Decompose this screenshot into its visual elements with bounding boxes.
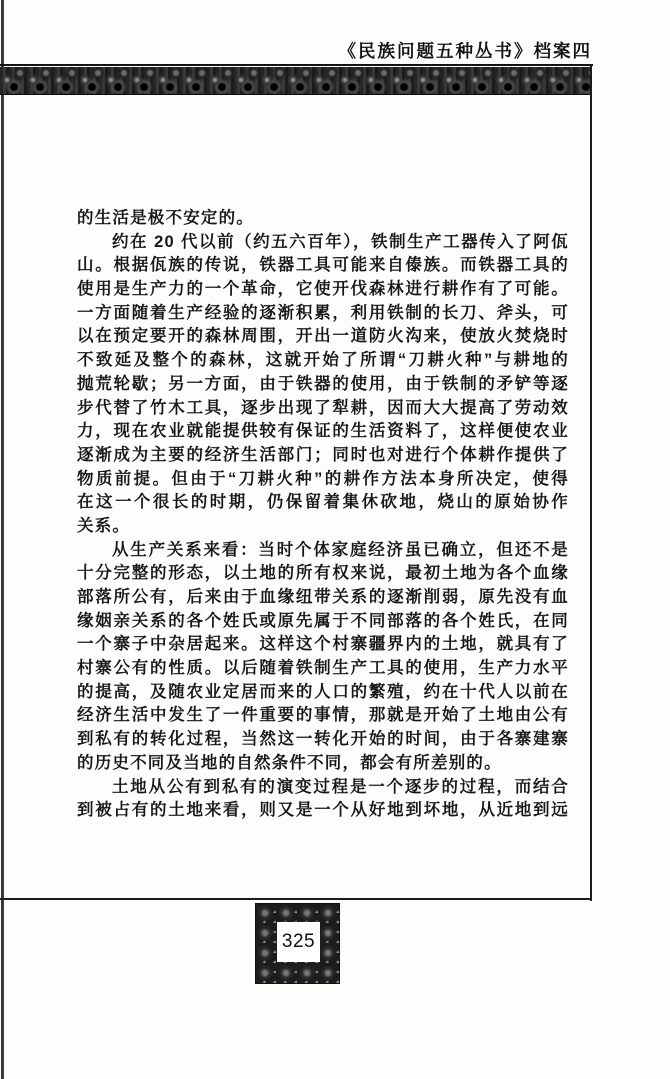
- text-line: 关系。: [77, 516, 131, 535]
- text-line: 山。根据佤族的传说，铁器工具可能来自傣族。而铁器工具的: [77, 256, 569, 275]
- text-line: 逐渐成为主要的经济生活部门；同时也对进行个体耕作提供了: [77, 445, 569, 464]
- text-line: 步代替了竹木工具，逐步出现了犁耕，因而大大提高了劳动效: [77, 398, 569, 417]
- frame-right-border: [590, 64, 592, 901]
- scan-edge-shadow: [1, 0, 4, 1079]
- text-line: 部落所公有，后来由于血缘纽带关系的逐渐削弱，原先没有血: [77, 588, 569, 606]
- text-line: 经济生活中发生了一件重要的事情，那就是开始了土地由公有: [77, 706, 569, 725]
- text-line: 抛荒轮歇；另一方面，由于铁器的使用，由于铁制的矛铲等逐: [77, 374, 569, 393]
- text-line: 到被占有的土地来看，则又是一个从好地到坏地，从近地到远: [77, 801, 569, 820]
- text-line: 使用是生产力的一个革命，它使开伐森林进行耕作有了可能。: [77, 280, 569, 299]
- text-line: 的历史不同及当地的自然条件不同，都会有所差别的。: [77, 753, 502, 772]
- page-number-box: [277, 922, 320, 962]
- text-line: 一个寨子中杂居起来。这样这个村寨疆界内的土地，就具有了: [77, 635, 569, 654]
- text-line: 约在 20 代以前（约五六百年），铁制生产工器传入了阿佤: [112, 232, 569, 251]
- ornamental-band: [0, 67, 591, 95]
- text-line: 以在预定要开的森林周围，开出一道防火沟来，使放火焚烧时: [77, 327, 569, 346]
- text-line: 物质前提。但由于“刀耕火种”的耕作方法本身所决定，使得: [77, 469, 569, 488]
- text-line: 到私有的转化过程，当然这一转化开始的时间，由于各寨建寨: [77, 730, 569, 749]
- text-line: 土地从公有到私有的演变过程是一个逐步的过程，而结合: [112, 777, 569, 796]
- text-line: 的生活是极不安定的。: [77, 209, 254, 227]
- page-number: 325: [281, 931, 316, 952]
- frame-top-rule: [0, 64, 593, 66]
- frame-bottom-border: [0, 898, 592, 900]
- text-line: 十分完整的形态，以土地的所有权来说，最初土地为各个血缘: [77, 564, 569, 583]
- text-line: 不致延及整个的森林，这就开始了所谓“刀耕火种”与耕地的: [77, 351, 569, 370]
- body-text: [77, 207, 569, 823]
- text-line: 缘姻亲关系的各个姓氏或原先属于不同部落的各个姓氏，在同: [77, 611, 569, 630]
- text-line: 从生产关系来看：当时个体家庭经济虽已确立，但还不是: [112, 540, 569, 559]
- text-line: 的提高，及随农业定居而来的人口的繁殖，约在十代人以前在: [77, 682, 569, 701]
- text-line: 村寨公有的性质。以后随着铁制生产工具的使用，生产力水平: [77, 659, 569, 678]
- running-head: 《民族问题五种丛书》档案四: [338, 41, 592, 61]
- text-line: 在这一个很长的时期，仍保留着集休砍地，烧山的原始协作: [77, 493, 569, 512]
- text-line: 力，现在农业就能提供较有保证的生活资料了，这样便使农业: [77, 422, 569, 441]
- text-line: 一方面随着生产经验的逐渐积累，利用铁制的长刀、斧头，可: [77, 303, 569, 322]
- page-number-ornament: [255, 903, 340, 984]
